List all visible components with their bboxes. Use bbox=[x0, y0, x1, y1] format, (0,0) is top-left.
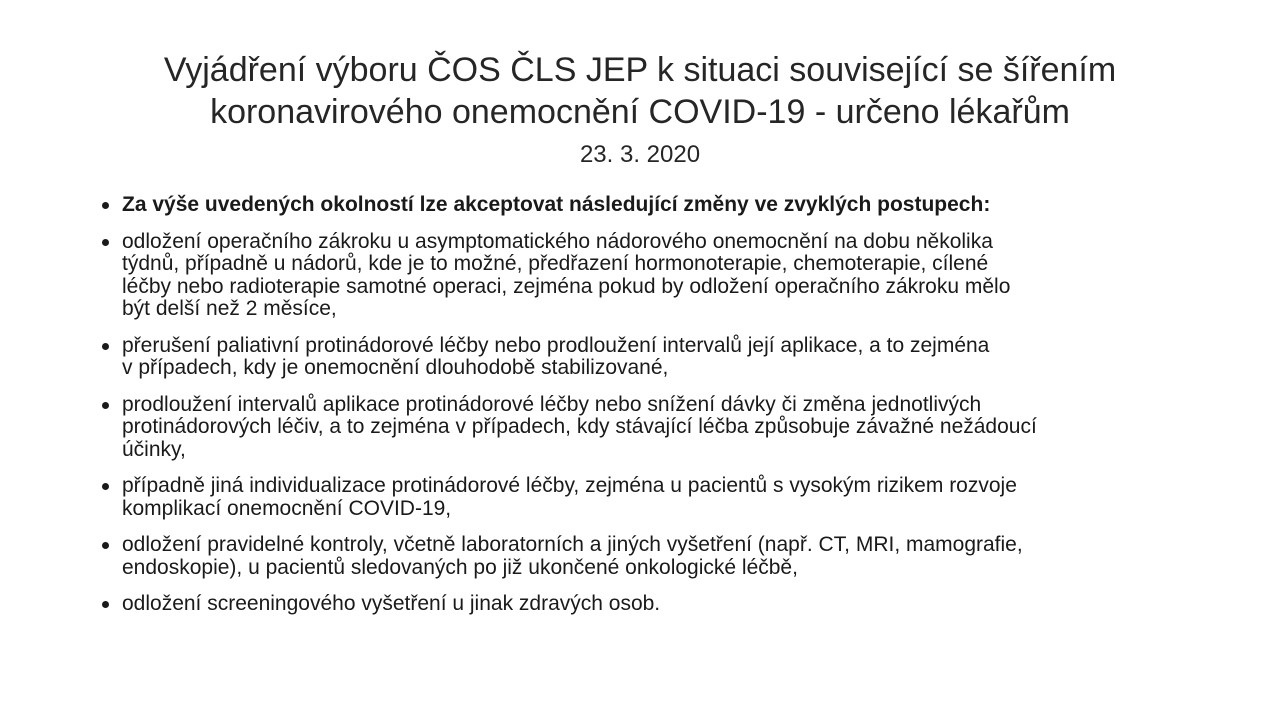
slide-title-line: koronavirového onemocnění COVID-19 - určeno lékařům bbox=[210, 93, 1070, 131]
bullet-icon bbox=[102, 483, 109, 490]
bullet-text-line: léčby nebo radioterapie samotné operaci, zejména pokud by odložení operačního zákroku mělo bbox=[122, 274, 1011, 298]
bullet-icon bbox=[102, 402, 109, 409]
bullet-item bbox=[122, 475, 1222, 520]
bullet-item bbox=[122, 335, 1222, 380]
bullet-text-line: protinádorových léčiv, a to zejména v případech, kdy stávající léčba způsobuje závažné nežádoucí bbox=[122, 415, 1037, 438]
bullet-text-line: komplikací onemocnění COVID-19, bbox=[122, 496, 452, 520]
bullet-text-line: přerušení paliativní protinádorové léčby nebo prodloužení intervalů její aplikace, a to zejména bbox=[122, 333, 990, 357]
bullet-text-line: týdnů, případně u nádorů, kde je to možné, předřazení hormonoterapie, chemoterapie, cílené bbox=[122, 252, 989, 275]
bullet-text-line: být delší než 2 měsíce, bbox=[122, 297, 337, 320]
bullet-item bbox=[122, 534, 1222, 579]
bullet-item bbox=[122, 593, 1222, 616]
bullet-text-line: účinky, bbox=[122, 437, 186, 461]
bullet-icon bbox=[102, 542, 109, 549]
bullet-text-line: v případech, kdy je onemocnění dlouhodobě stabilizované, bbox=[122, 356, 669, 379]
slide-date: 23. 3. 2020 bbox=[579, 141, 701, 168]
bullet-text-line: případně jiná individualizace protinádorové léčby, zejména u pacientů s vysokým rizikem rozvoje bbox=[122, 474, 1017, 497]
bullet-text-line: endoskopie), u pacientů sledovaných po již ukončené onkologické léčbě, bbox=[122, 555, 798, 579]
bullet-item bbox=[122, 394, 1222, 462]
bullet-icon bbox=[102, 601, 109, 608]
bullet-item bbox=[122, 194, 1222, 217]
bullet-icon bbox=[102, 239, 109, 246]
bullet-text-line: odložení pravidelné kontroly, včetně laboratorních a jiných vyšetření (např. CT, MRI, mamografie, bbox=[122, 533, 1023, 556]
bullet-text-line: odložení screeningového vyšetření u jinak zdravých osob. bbox=[122, 592, 661, 615]
slide-title bbox=[0, 49, 1280, 133]
bullet-text-line: odložení operačního zákroku u asymptomatického nádorového onemocnění na dobu několika bbox=[122, 229, 993, 253]
bullet-icon bbox=[102, 202, 109, 209]
bullet-list bbox=[122, 194, 1222, 630]
slide-title-line: Vyjádření výboru ČOS ČLS JEP k situaci související se šířením bbox=[163, 51, 1117, 89]
bullet-item bbox=[122, 231, 1222, 321]
bullet-text-line: Za výše uvedených okolností lze akceptovat následující změny ve zvyklých postupech: bbox=[122, 193, 991, 216]
bullet-text-line: prodloužení intervalů aplikace protinádorové léčby nebo snížení dávky či změna jednotlivých bbox=[122, 392, 982, 416]
bullet-icon bbox=[102, 343, 109, 350]
